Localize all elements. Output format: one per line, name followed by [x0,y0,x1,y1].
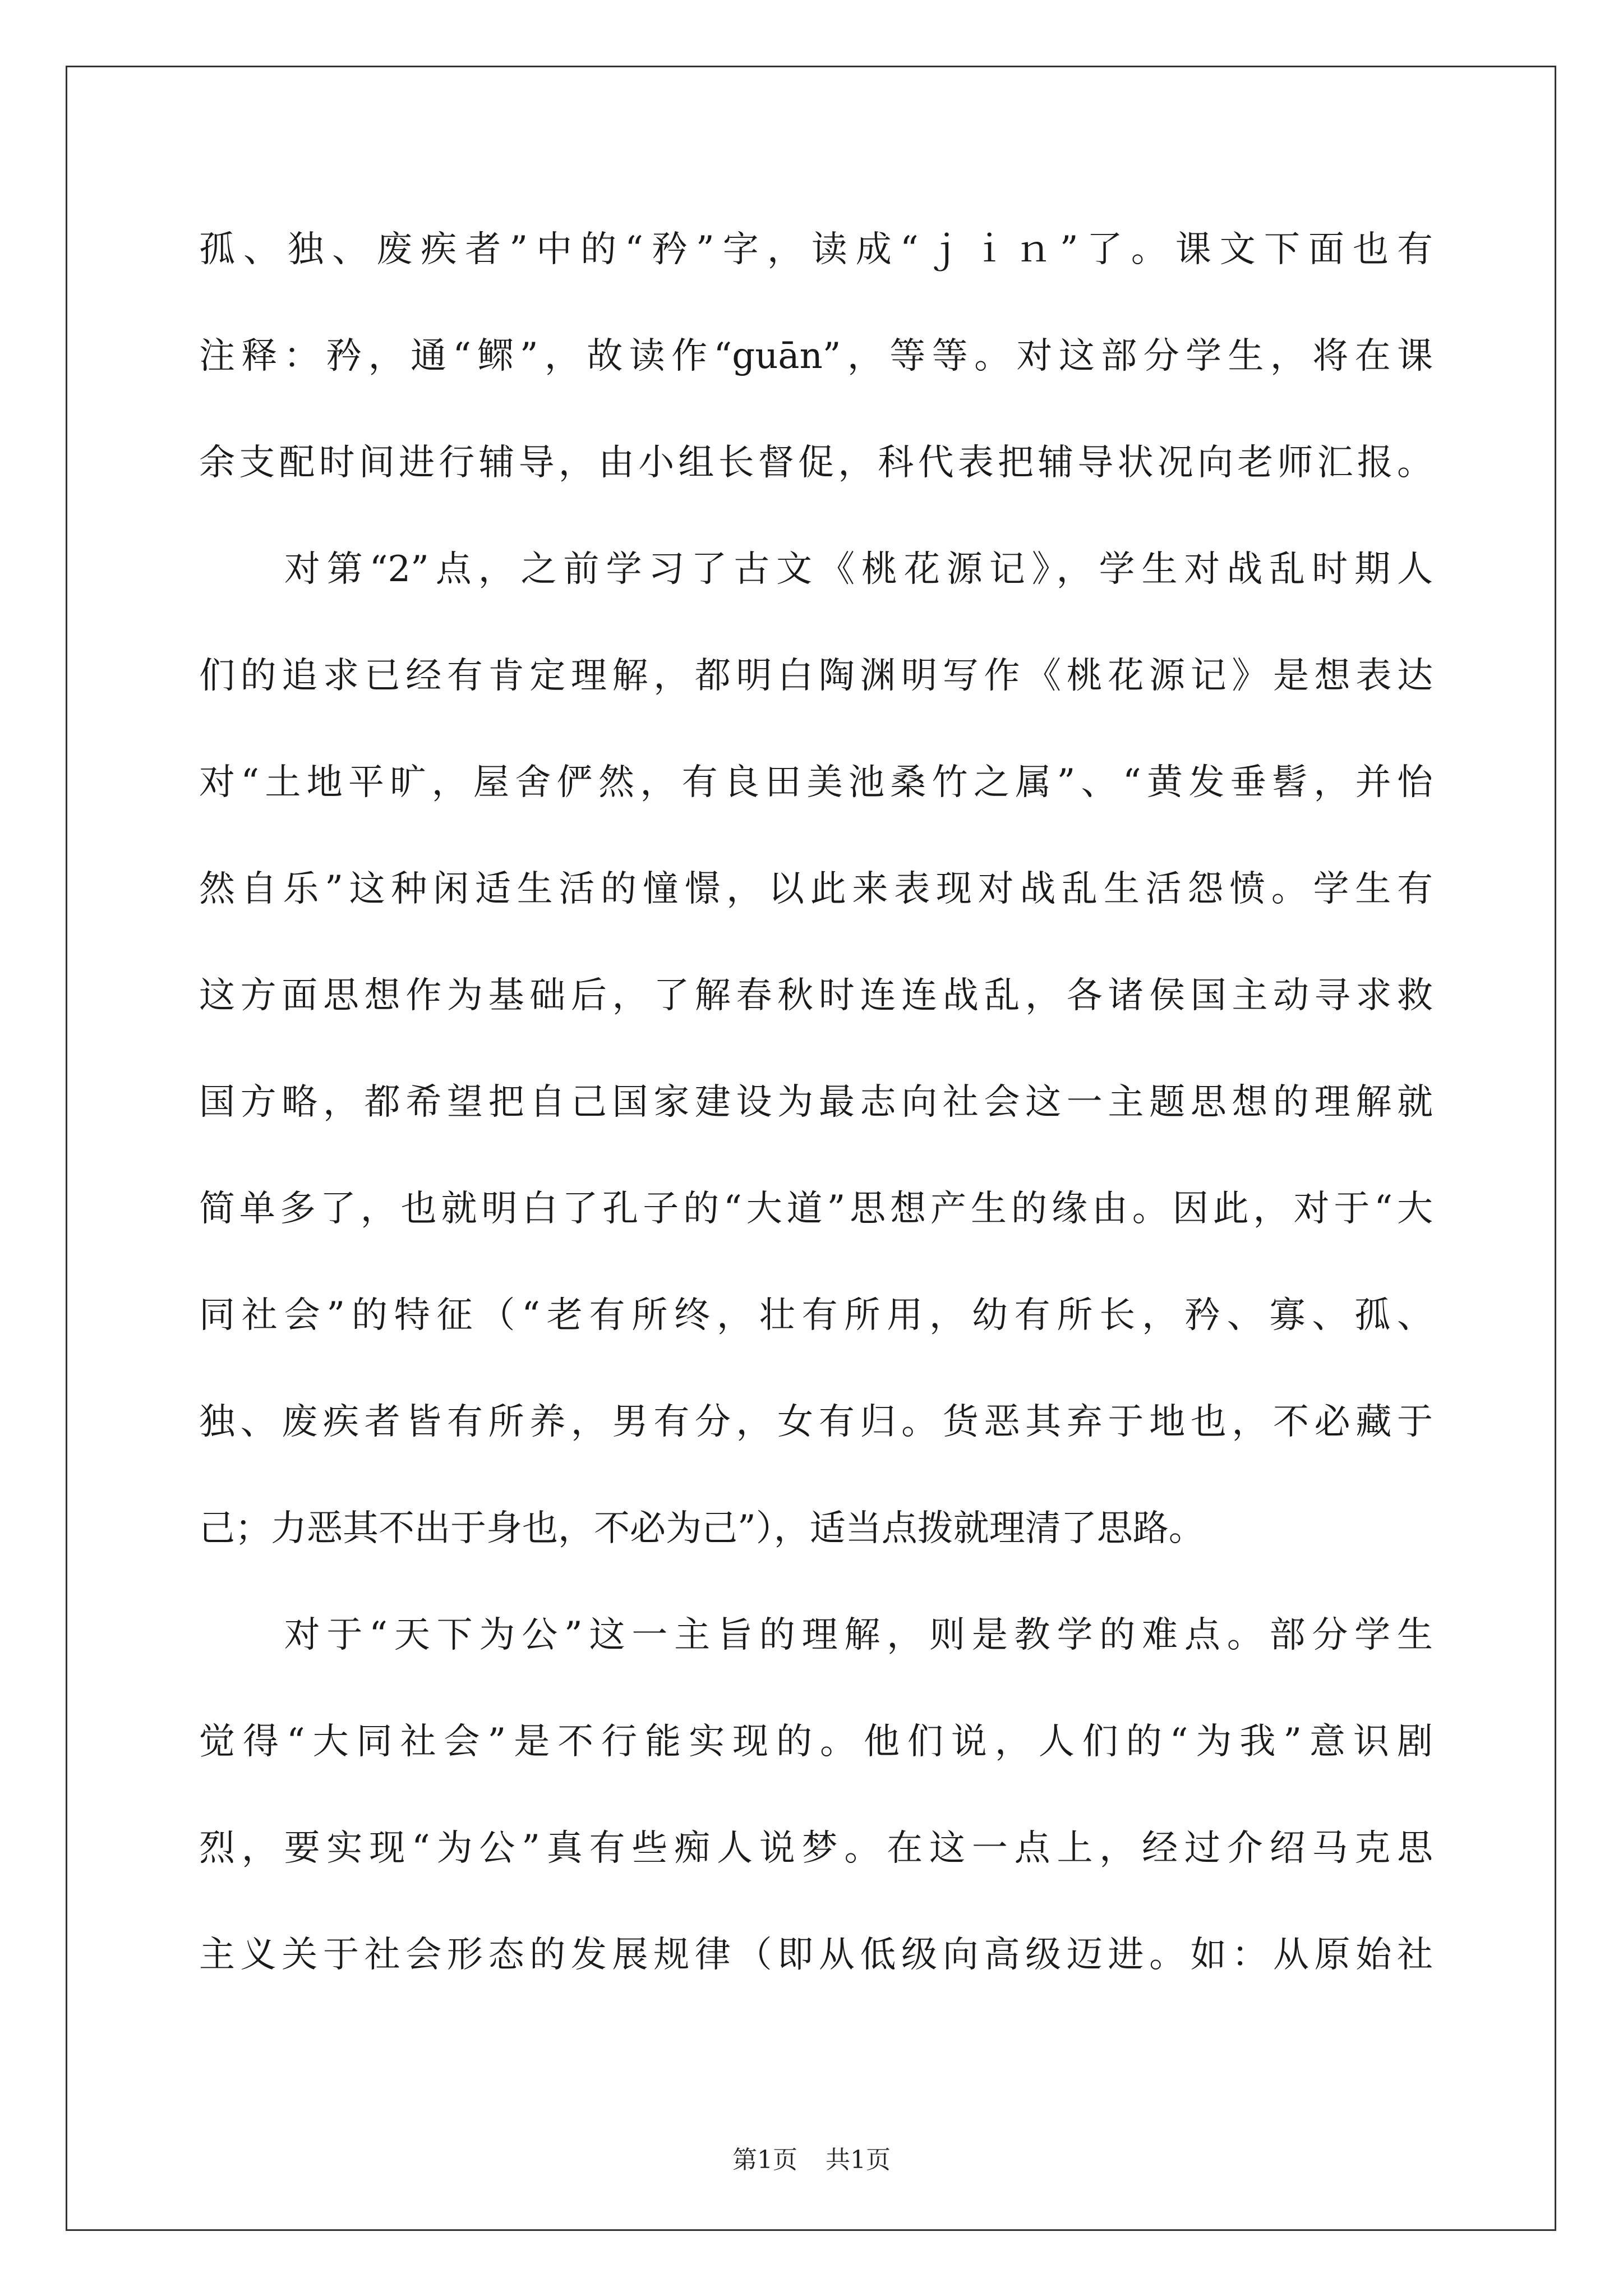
text-line-4: 对第“2”点，之前学习了古文《桃花源记》，学生对战乱时期人 [199,549,1433,590]
page-footer [0,2145,1623,2176]
text-line-7: 然自乐”这种闲适生活的憧憬，以此来表现对战乱生活怨愤。学生有 [199,868,1433,910]
text-line-14: 对于“天下为公”这一主旨的理解，则是教学的难点。部分学生 [199,1614,1433,1656]
text-line-6: 对“土地平旷，屋舍俨然，有良田美池桑竹之属”、“黄发垂髫，并怡 [199,762,1433,803]
text-line-8: 这方面思想作为基础后，了解春秋时连连战乱，各诸侯国主动寻求救 [199,975,1433,1016]
text-line-17: 主义关于社会形态的发展规律（即从低级向高级迈进。如：从原始社 [199,1934,1433,1976]
page-number-total: 共1页 [826,2146,891,2174]
text-line-11: 同社会”的特征（“老有所终，壮有所用，幼有所长，矜、寡、孤、 [199,1295,1433,1336]
text-line-5: 们的追求已经有肯定理解，都明白陶渊明写作《桃花源记》是想表达 [199,655,1433,697]
text-line-3: 余支配时间进行辅导，由小组长督促，科代表把辅导状况向老师汇报。 [199,442,1433,484]
page-number-current: 第1页 [732,2146,797,2174]
text-line-1: 孤、独、废疾者”中的“矜”字，读成“ｊｉｎ”了。课文下面也有 [199,229,1433,270]
text-line-16: 烈，要实现“为公”真有些痴人说梦。在这一点上，经过介绍马克思 [199,1828,1433,1869]
text-line-15: 觉得“大同社会”是不行能实现的。他们说，人们的“为我”意识剧 [199,1721,1433,1763]
text-line-12: 独、废疾者皆有所养，男有分，女有归。货恶其弃于地也，不必藏于 [199,1401,1433,1443]
text-line-2: 注释：矜，通“鳏”，故读作“guān”，等等。对这部分学生，将在课 [199,335,1433,377]
text-line-13: 己；力恶其不出于身也，不必为己”），适当点拨就理清了思路。 [199,1508,1205,1549]
page-border [66,66,1556,2231]
text-line-9: 国方略，都希望把自己国家建设为最志向社会这一主题思想的理解就 [199,1082,1433,1123]
text-line-10: 简单多了，也就明白了孔子的“大道”思想产生的缘由。因此，对于“大 [199,1188,1433,1230]
